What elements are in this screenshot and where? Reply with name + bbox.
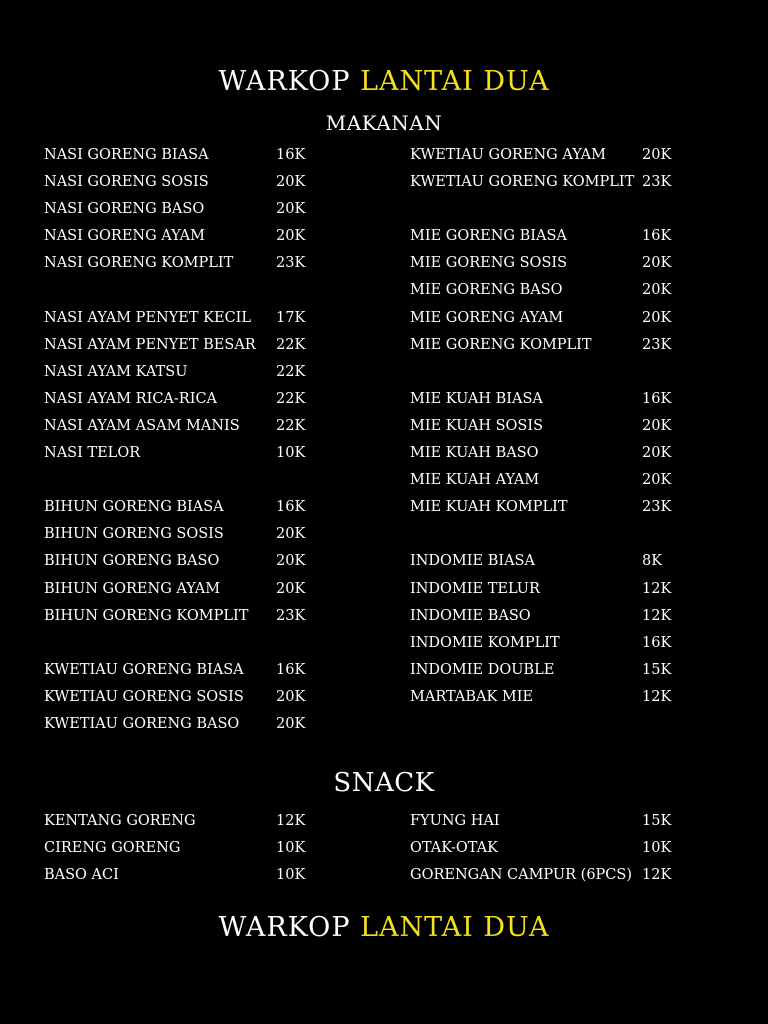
- menu-item-price: 20K: [642, 147, 672, 163]
- menu-item: [44, 686, 384, 713]
- menu-item-price: 20K: [276, 174, 306, 191]
- snack-right-column: [410, 810, 750, 891]
- menu-item-name: MARTABAK MIE: [410, 688, 534, 705]
- menu-item-name: NASI AYAM ASAM MANIS: [44, 417, 240, 434]
- menu-item-price: 20K: [642, 445, 672, 462]
- menu-item-price: 20K: [276, 201, 306, 218]
- menu-item-name: KWETIAU GORENG SOSIS: [44, 688, 244, 705]
- menu-item-name: MIE KUAH AYAM: [410, 472, 540, 489]
- menu-item-price: 20K: [276, 553, 306, 570]
- menu-item-price: 12K: [276, 813, 306, 829]
- menu-spacer: [44, 632, 384, 659]
- menu-item-price: 20K: [276, 526, 306, 543]
- menu-item-name: BASO ACI: [44, 867, 119, 884]
- menu-item-name: INDOMIE KOMPLIT: [410, 634, 560, 651]
- menu-item-price: 16K: [276, 499, 306, 516]
- menu-item-price: 20K: [276, 688, 306, 705]
- menu-item-name: NASI GORENG AYAM: [44, 228, 205, 245]
- menu-item-price: 23K: [642, 336, 672, 353]
- menu-item-price: 20K: [276, 580, 306, 597]
- menu-item: [410, 659, 750, 686]
- menu-item: [44, 334, 384, 361]
- menu-item: [44, 442, 384, 469]
- menu-item-name: NASI AYAM PENYET KECIL: [44, 309, 252, 326]
- menu-item: [410, 469, 750, 496]
- brand-word-warkop: WARKOP: [218, 66, 351, 97]
- menu-item-name: NASI GORENG BIASA: [44, 147, 209, 163]
- menu-item-price: 10K: [642, 840, 672, 857]
- menu-item-name: FYUNG HAI: [410, 813, 500, 829]
- menu-item-price: 12K: [642, 607, 672, 624]
- menu-item: [44, 198, 384, 225]
- menu-item: [410, 334, 750, 361]
- brand-word-lantai-dua: LANTAI DUA: [360, 66, 550, 97]
- menu-item-price: 20K: [276, 715, 306, 732]
- menu-item-name: OTAK-OTAK: [410, 840, 498, 857]
- menu-item: [44, 578, 384, 605]
- menu-item: [44, 713, 384, 740]
- menu-item: [44, 659, 384, 686]
- menu-item: [410, 550, 750, 577]
- menu-item-name: BIHUN GORENG BASO: [44, 553, 220, 570]
- menu-item-name: BIHUN GORENG SOSIS: [44, 526, 224, 543]
- menu-item: [44, 307, 384, 334]
- menu-item-name: KWETIAU GORENG BASO: [44, 715, 240, 732]
- menu-item-price: 10K: [276, 867, 306, 884]
- brand-word-lantai-dua: LANTAI DUA: [360, 912, 550, 943]
- menu-item-price: 15K: [642, 661, 672, 678]
- makanan-right-column: [410, 144, 750, 713]
- menu-item: [410, 415, 750, 442]
- menu-item-price: 20K: [642, 472, 672, 489]
- menu-item-price: 20K: [642, 255, 672, 272]
- menu-spacer: [410, 523, 750, 550]
- menu-item: [44, 171, 384, 198]
- menu-item-name: MIE GORENG BASO: [410, 282, 563, 299]
- menu-item-price: 23K: [276, 255, 306, 272]
- menu-item-name: MIE KUAH BASO: [410, 445, 539, 462]
- menu-item-name: INDOMIE DOUBLE: [410, 661, 555, 678]
- menu-spacer: [410, 198, 750, 225]
- menu-item: [44, 225, 384, 252]
- menu-item: [410, 605, 750, 632]
- menu-item-name: NASI GORENG BASO: [44, 201, 205, 218]
- brand-title-bottom: [0, 912, 768, 943]
- menu-item: [44, 523, 384, 550]
- menu-item-name: NASI TELOR: [44, 445, 141, 462]
- menu-spacer: [44, 279, 384, 306]
- menu-item: [410, 837, 750, 864]
- menu-item-price: 23K: [642, 499, 672, 516]
- menu-item: [44, 837, 384, 864]
- menu-item: [410, 496, 750, 523]
- menu-item-name: INDOMIE TELUR: [410, 580, 540, 597]
- menu-item: [410, 442, 750, 469]
- menu-item-price: 20K: [642, 309, 672, 326]
- menu-item-name: KWETIAU GORENG KOMPLIT: [410, 174, 635, 191]
- menu-item: [44, 415, 384, 442]
- menu-item: [44, 496, 384, 523]
- brand-word-warkop: WARKOP: [218, 912, 351, 943]
- menu-item-name: MIE KUAH KOMPLIT: [410, 499, 568, 516]
- section-title-snack: SNACK: [333, 768, 435, 798]
- menu-item-price: 16K: [276, 147, 306, 163]
- menu-item: [44, 361, 384, 388]
- menu-item-price: 15K: [642, 813, 672, 829]
- menu-item: [410, 578, 750, 605]
- menu-item-price: 20K: [276, 228, 306, 245]
- menu-item: [44, 550, 384, 577]
- menu-spacer: [410, 361, 750, 388]
- menu-item: [44, 252, 384, 279]
- menu-item-name: NASI AYAM KATSU: [44, 363, 188, 380]
- menu-item-price: 10K: [276, 445, 306, 462]
- menu-item: [410, 686, 750, 713]
- menu-item: [44, 810, 384, 837]
- menu-item-price: 22K: [276, 363, 306, 380]
- menu-item-name: KENTANG GORENG: [44, 813, 196, 829]
- menu-item: [410, 225, 750, 252]
- menu-spacer: [44, 469, 384, 496]
- makanan-left-column: [44, 144, 384, 740]
- menu-item-name: NASI AYAM RICA-RICA: [44, 390, 218, 407]
- menu-item-price: 10K: [276, 840, 306, 857]
- menu-item: [410, 864, 750, 891]
- menu-item-price: 16K: [276, 661, 306, 678]
- menu-item-name: INDOMIE BIASA: [410, 553, 535, 570]
- menu-item-price: 16K: [642, 228, 672, 245]
- menu-item: [44, 605, 384, 632]
- menu-item-name: MIE GORENG BIASA: [410, 228, 567, 245]
- menu-item-price: 16K: [642, 634, 672, 651]
- menu-item: [410, 632, 750, 659]
- menu-item-name: MIE GORENG SOSIS: [410, 255, 568, 272]
- menu-item-price: 22K: [276, 390, 306, 407]
- menu-item-price: 12K: [642, 580, 672, 597]
- menu-item-price: 23K: [276, 607, 306, 624]
- menu-item: [410, 171, 750, 198]
- menu-item-name: KWETIAU GORENG AYAM: [410, 147, 607, 163]
- menu-item-price: 12K: [642, 688, 672, 705]
- section-title-makanan: MAKANAN: [325, 111, 443, 135]
- menu-item: [410, 279, 750, 306]
- menu-item-price: 23K: [642, 174, 672, 191]
- menu-item: [410, 144, 750, 171]
- menu-item-name: MIE KUAH SOSIS: [410, 417, 543, 434]
- menu-item-price: 17K: [276, 309, 306, 326]
- menu-item-name: NASI GORENG SOSIS: [44, 174, 209, 191]
- menu-item-name: KWETIAU GORENG BIASA: [44, 661, 244, 678]
- menu-item-name: NASI GORENG KOMPLIT: [44, 255, 234, 272]
- menu-item-name: CIRENG GORENG: [44, 840, 181, 857]
- snack-left-column: [44, 810, 384, 891]
- menu-item: [44, 144, 384, 171]
- menu-item-name: MIE GORENG AYAM: [410, 309, 564, 326]
- menu-item: [44, 864, 384, 891]
- menu-item-name: BIHUN GORENG KOMPLIT: [44, 607, 249, 624]
- menu-item-name: MIE KUAH BIASA: [410, 390, 543, 407]
- menu-item-price: 22K: [276, 336, 306, 353]
- menu-item-name: NASI AYAM PENYET BESAR: [44, 336, 256, 353]
- menu-item-name: MIE GORENG KOMPLIT: [410, 336, 592, 353]
- menu-item-name: INDOMIE BASO: [410, 607, 531, 624]
- menu-item-price: 20K: [642, 282, 672, 299]
- menu-item-price: 12K: [642, 867, 672, 884]
- brand-title-top: [0, 66, 768, 97]
- menu-item: [410, 307, 750, 334]
- menu-item-price: 16K: [642, 390, 672, 407]
- menu-item: [410, 388, 750, 415]
- menu-item: [410, 252, 750, 279]
- menu-item-price: 8K: [642, 553, 663, 570]
- menu-item-name: BIHUN GORENG AYAM: [44, 580, 221, 597]
- menu-item: [44, 388, 384, 415]
- menu-item-name: GORENGAN CAMPUR (6PCS): [410, 867, 632, 884]
- menu-item-name: BIHUN GORENG BIASA: [44, 499, 224, 516]
- menu-item: [410, 810, 750, 837]
- menu-item-price: 22K: [276, 417, 306, 434]
- menu-item-price: 20K: [642, 417, 672, 434]
